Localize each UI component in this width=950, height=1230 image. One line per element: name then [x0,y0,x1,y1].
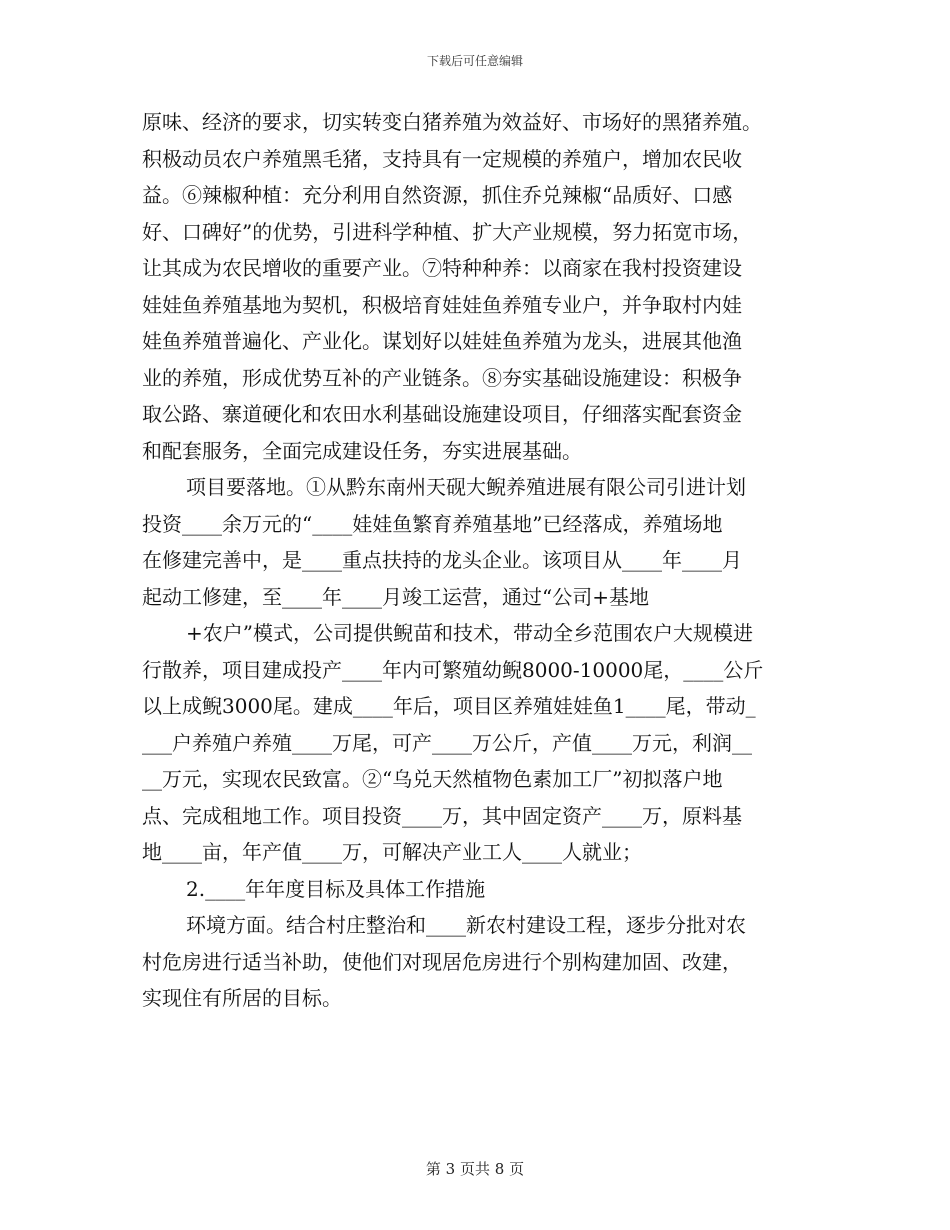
body-line: 以上成鲵3000尾。建成____年后，项目区养殖娃娃鱼1____尾，带动_ [142,694,756,718]
body-line: 让其成为农民增收的重要产业。⑦特种种养：以商家在我村投资建设 [142,256,742,280]
body-line: 在修建完善中，是____重点扶持的龙头企业。该项目从____年____月 [142,548,742,572]
body-line: 投资____余万元的“____娃娃鱼繁育养殖基地”已经落成，养殖场地 [142,511,723,536]
body-line: 益。⑥辣椒种植：充分利用自然资源，抓住乔兑辣椒“品质好、口感 [142,183,733,207]
body-line: 点、完成租地工作。项目投资____万，其中固定资产____万，原料基 [142,803,742,828]
body-line: 娃娃鱼养殖基地为契机，积极培育娃娃鱼养殖专业户，并争取村内娃 [142,292,742,317]
body-line: +农户”模式，公司提供鲵苗和技术，带动全乡范围农户大规模进 [186,621,753,645]
body-line: 地____亩，年产值____万，可解决产业工人____人就业； [142,840,642,864]
body-line: 实现住有所居的目标。 [142,986,342,1010]
body-line: 起动工修建，至____年____月竣工运营，通过“公司+基地 [142,584,649,609]
body-line: 取公路、寨道硬化和农田水利基础设施建设项目，仔细落实配套资金 [142,402,742,426]
body-line: ___户养殖户养殖____万尾，可产____万公斤，产值____万元，利润__ [142,730,752,755]
body-line: 好、口碑好”的优势，引进科学种植、扩大产业规模，努力拓宽市场， [142,219,753,244]
body-line: 和配套服务，全面完成建设任务，夯实进展基础。 [142,438,582,463]
body-line: __万元，实现农民致富。②“乌兑天然植物色素加工厂”初拟落户地 [142,767,723,791]
body-line: 行散养，项目建成投产____年内可繁殖幼鲵8000-10000尾，____公斤 [142,657,764,682]
body-line: 娃鱼养殖普遍化、产业化。谋划好以娃娃鱼养殖为龙头，进展其他渔 [142,329,742,353]
paragraph-start-line: 项目要落地。①从黔东南州天砚大鲵养殖进展有限公司引进计划 [186,475,746,499]
paragraph-start-line: 环境方面。结合村庄整治和____新农村建设工程，逐步分批对农 [186,913,746,937]
body-line: 积极动员农户养殖黑毛猪，支持具有一定规模的养殖户，增加农民收 [142,146,742,171]
page-header: 下载后可任意编辑 [426,54,523,68]
body-line: 业的养殖，形成优势互补的产业链条。⑧夯实基础设施建设：积极争 [142,365,742,390]
page-number: 第 3 页共 8 页 [425,1160,525,1178]
body-line: 村危房进行适当补助，使他们对现居危房进行个别构建加固、改建， [142,949,742,974]
body-line: 原味、经济的要求，切实转变白猪养殖为效益好、市场好的黑猪养殖。 [142,110,762,134]
section-heading: 2.____年年度目标及具体工作措施 [186,876,486,901]
document-body [142,104,810,1017]
